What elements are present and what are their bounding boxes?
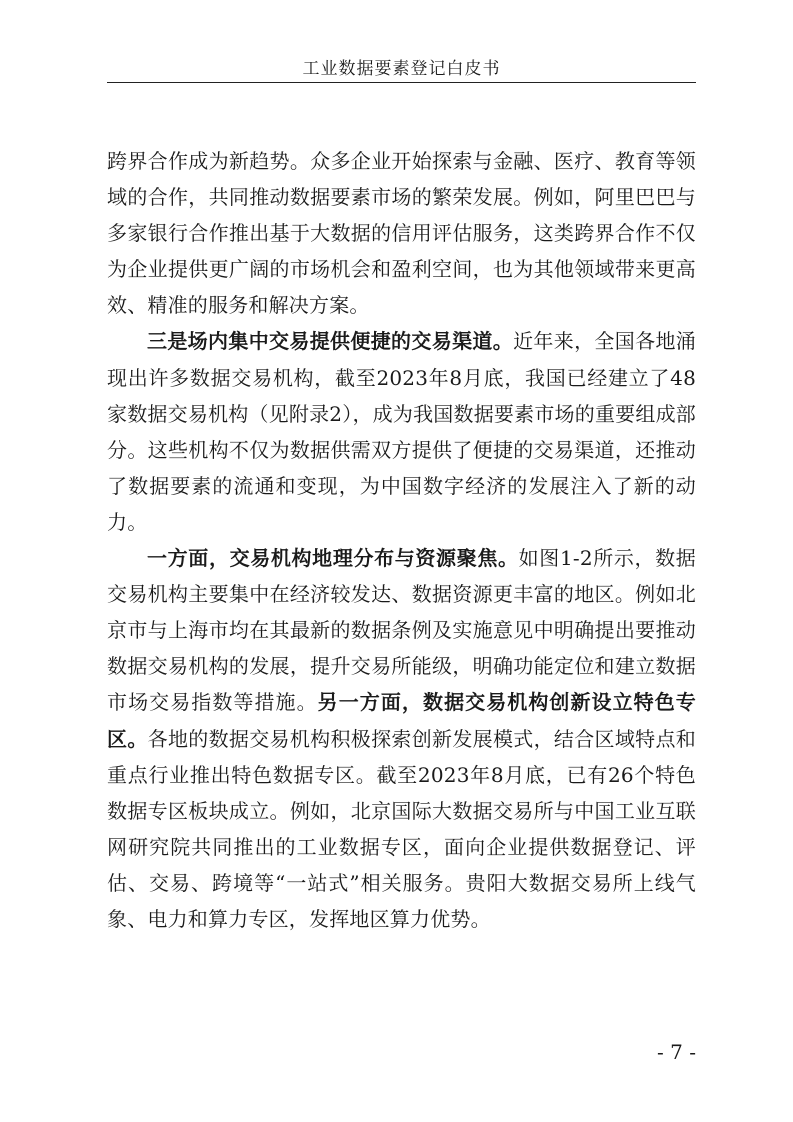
document-body: [107, 143, 696, 937]
paragraph-lead-secondary: 另一方面，数据交易机构创新设立特色专区。: [107, 690, 696, 751]
paragraph-text: 如图1-2所示，数据交易机构主要集中在经济较发达、数据资源更丰富的地区。例如北京市与上海市均在其最新的数据条例及实施意见中明确提出要推动数据交易机构的发展，提升交易所能级，明确功能定位和建立数据市场交易指数等措施。: [107, 546, 696, 715]
paragraph-text: 跨界合作成为新趋势。众多企业开始探索与金融、医疗、教育等领域的合作，共同推动数据要素市场的繁荣发展。例如，阿里巴巴与多家银行合作推出基于大数据的信用评估服务，这类跨界合作不仅为企业提供更广阔的市场机会和盈利空间，也为其他领域带来更高效、精准的服务和解决方案。: [107, 149, 696, 318]
page-number: - 7 -: [657, 1040, 696, 1064]
paragraph-text-secondary: 各地的数据交易机构积极探索创新发展模式，结合区域特点和重点行业推出特色数据专区。截至2023年8月底，已有26个特色数据专区板块成立。例如，北京国际大数据交易所与中国工业互联网研究院共同推出的工业数据专区，面向企业提供数据登记、评估、交易、跨境等“一站式”相关服务。贵阳大数据交易所上线气象、电力和算力专区，发挥地区算力优势。: [107, 726, 696, 931]
page-header: [107, 58, 696, 83]
paragraph-lead: 三是场内集中交易提供便捷的交易渠道。: [147, 329, 514, 354]
paragraph-exchange-channels: [107, 323, 696, 540]
header-title: 工业数据要素登记白皮书: [302, 59, 501, 79]
paragraph-lead: 一方面，交易机构地理分布与资源聚焦。: [147, 546, 519, 571]
paragraph-text: 近年来，全国各地涌现出许多数据交易机构，截至2023年8月底，我国已经建立了48家数据交易机构（见附录2），成为我国数据要素市场的重要组成部分。这些机构不仅为数据供需双方提供了便捷的交易渠道，还推动了数据要素的流通和变现，为中国数字经济的发展注入了新的动力。: [107, 329, 696, 534]
paragraph-geographic-distribution: [107, 540, 696, 937]
paragraph-cross-industry: [107, 143, 696, 323]
